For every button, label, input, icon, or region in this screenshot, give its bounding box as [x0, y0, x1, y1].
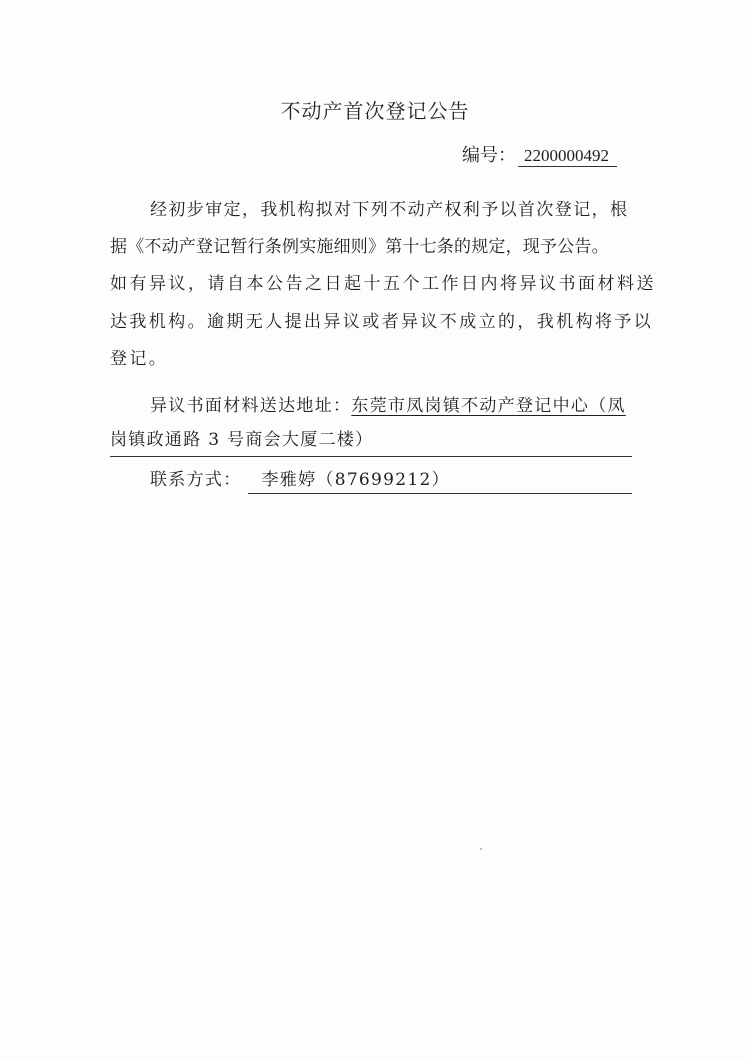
page-title: 不动产首次登记公告: [280, 99, 470, 123]
contact-underline: [248, 493, 632, 494]
document-number: [462, 141, 617, 167]
address-line-1: [150, 394, 680, 418]
body-line-2: 据《不动产登记暂行条例实施细则》第十七条的规定，现予公告。: [110, 237, 609, 257]
address-label: 异议书面材料送达地址：: [150, 396, 352, 416]
address-line-2: 岗镇政通路 3 号商会大厦二楼）: [110, 430, 374, 450]
body-line-3: 如有异议，请自本公告之日起十五个工作日内将异议书面材料送: [110, 274, 656, 294]
body-line-1: 经初步审定，我机构拟对下列不动产权利予以首次登记，根: [150, 200, 629, 220]
contact-line: [150, 468, 680, 492]
body-line-4: 达我机构。逾期无人提出异议或者异议不成立的，我机构将予以: [110, 312, 654, 332]
contact-label: 联系方式：: [150, 470, 242, 490]
number-label: 编号：: [462, 145, 516, 166]
number-value: 2200000492: [518, 146, 617, 167]
address-value-1: 东莞市凤岗镇不动产登记中心（凤: [351, 396, 626, 416]
contact-value: 李雅婷（87699212）: [261, 470, 450, 490]
body-line-5: 登记。: [110, 349, 169, 369]
scan-speck: [480, 848, 482, 850]
address-underline: [110, 456, 632, 457]
